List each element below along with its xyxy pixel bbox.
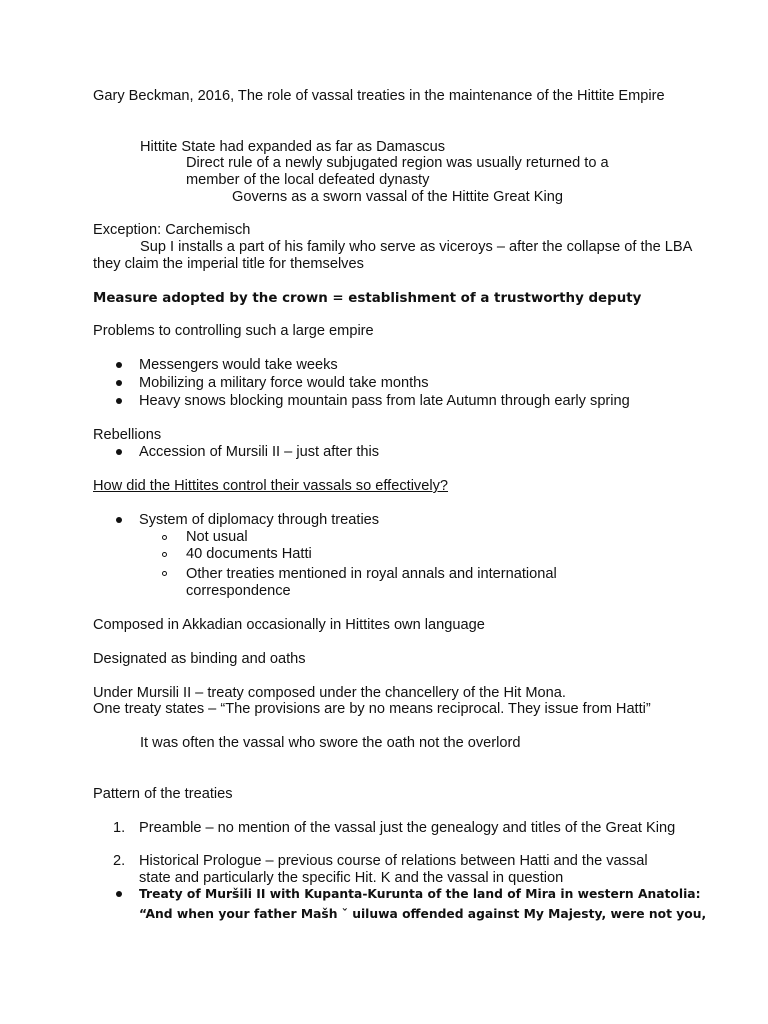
sub-list-item: 40 documents Hatti: [186, 546, 312, 562]
mursili-line-2: One treaty states – “The provisions are by no means reciprocal. They issue from Hatti”: [93, 701, 651, 717]
pattern-item: Preamble – no mention of the vassal just the genealogy and titles of the Great King: [139, 820, 676, 836]
list-item: System of diplomacy through treaties: [139, 512, 380, 528]
mursili-line-3: It was often the vassal who swore the oath not the overlord: [140, 735, 521, 751]
bullet-icon: [116, 517, 122, 523]
circle-bullet-icon: [162, 552, 167, 557]
list-number: 1.: [113, 820, 126, 836]
list-item: Accession of Mursili II – just after this: [139, 444, 380, 460]
pattern-item: Historical Prologue – previous course of relations between Hatti and the vassal state and particularly the specific Hit. K and the vassal in question: [139, 853, 648, 886]
pattern-heading: Pattern of the treaties: [93, 786, 233, 802]
composed-text: Composed in Akkadian occasionally in Hittites own language: [93, 617, 485, 633]
question-heading: How did the Hittites control their vassals so effectively?: [93, 478, 449, 494]
measure-heading: Measure adopted by the crown = establishment of a trustworthy deputy: [93, 291, 642, 306]
quote-line-1: Treaty of Muršili II with Kupanta-Kurunta of the land of Mira in western Anatolia:: [139, 887, 701, 901]
sub-list-item: Other treaties mentioned in royal annals and international correspondence: [186, 566, 557, 599]
mursili-line-1: Under Mursili II – treaty composed under the chancellery of the Hit Mona.: [93, 685, 566, 701]
designated-text: Designated as binding and oaths: [93, 651, 306, 667]
document-heading: Gary Beckman, 2016, The role of vassal treaties in the maintenance of the Hittite Empire: [93, 88, 665, 104]
list-item: Messengers would take weeks: [139, 357, 338, 373]
quote-line-2: “And when your father Mašh ˇ uiluwa offended against My Majesty, were not you,: [139, 907, 707, 921]
list-number: 2.: [113, 853, 126, 869]
circle-bullet-icon: [162, 571, 167, 576]
exception-label: Exception: Carchemisch: [93, 222, 251, 238]
bullet-icon: [116, 891, 122, 897]
bullet-icon: [116, 449, 122, 455]
rebellions-heading: Rebellions: [93, 427, 162, 443]
list-item: Heavy snows blocking mountain pass from late Autumn through early spring: [139, 393, 630, 409]
intro-line-3: Governs as a sworn vassal of the Hittite Great King: [232, 189, 563, 205]
bullet-icon: [116, 362, 122, 368]
problems-heading: Problems to controlling such a large empire: [93, 323, 374, 339]
intro-line-2: Direct rule of a newly subjugated region was usually returned to a member of the local defeated dynasty: [186, 155, 609, 188]
intro-line-1: Hittite State had expanded as far as Damascus: [140, 139, 446, 155]
sub-list-item: Not usual: [186, 529, 248, 545]
bullet-icon: [116, 380, 122, 386]
bullet-icon: [116, 398, 122, 404]
list-item: Mobilizing a military force would take months: [139, 375, 429, 391]
circle-bullet-icon: [162, 535, 167, 540]
exception-text: Sup I installs a part of his family who serve as viceroys – after the collapse of the LBA they claim the imperial title for themselves: [93, 239, 692, 272]
